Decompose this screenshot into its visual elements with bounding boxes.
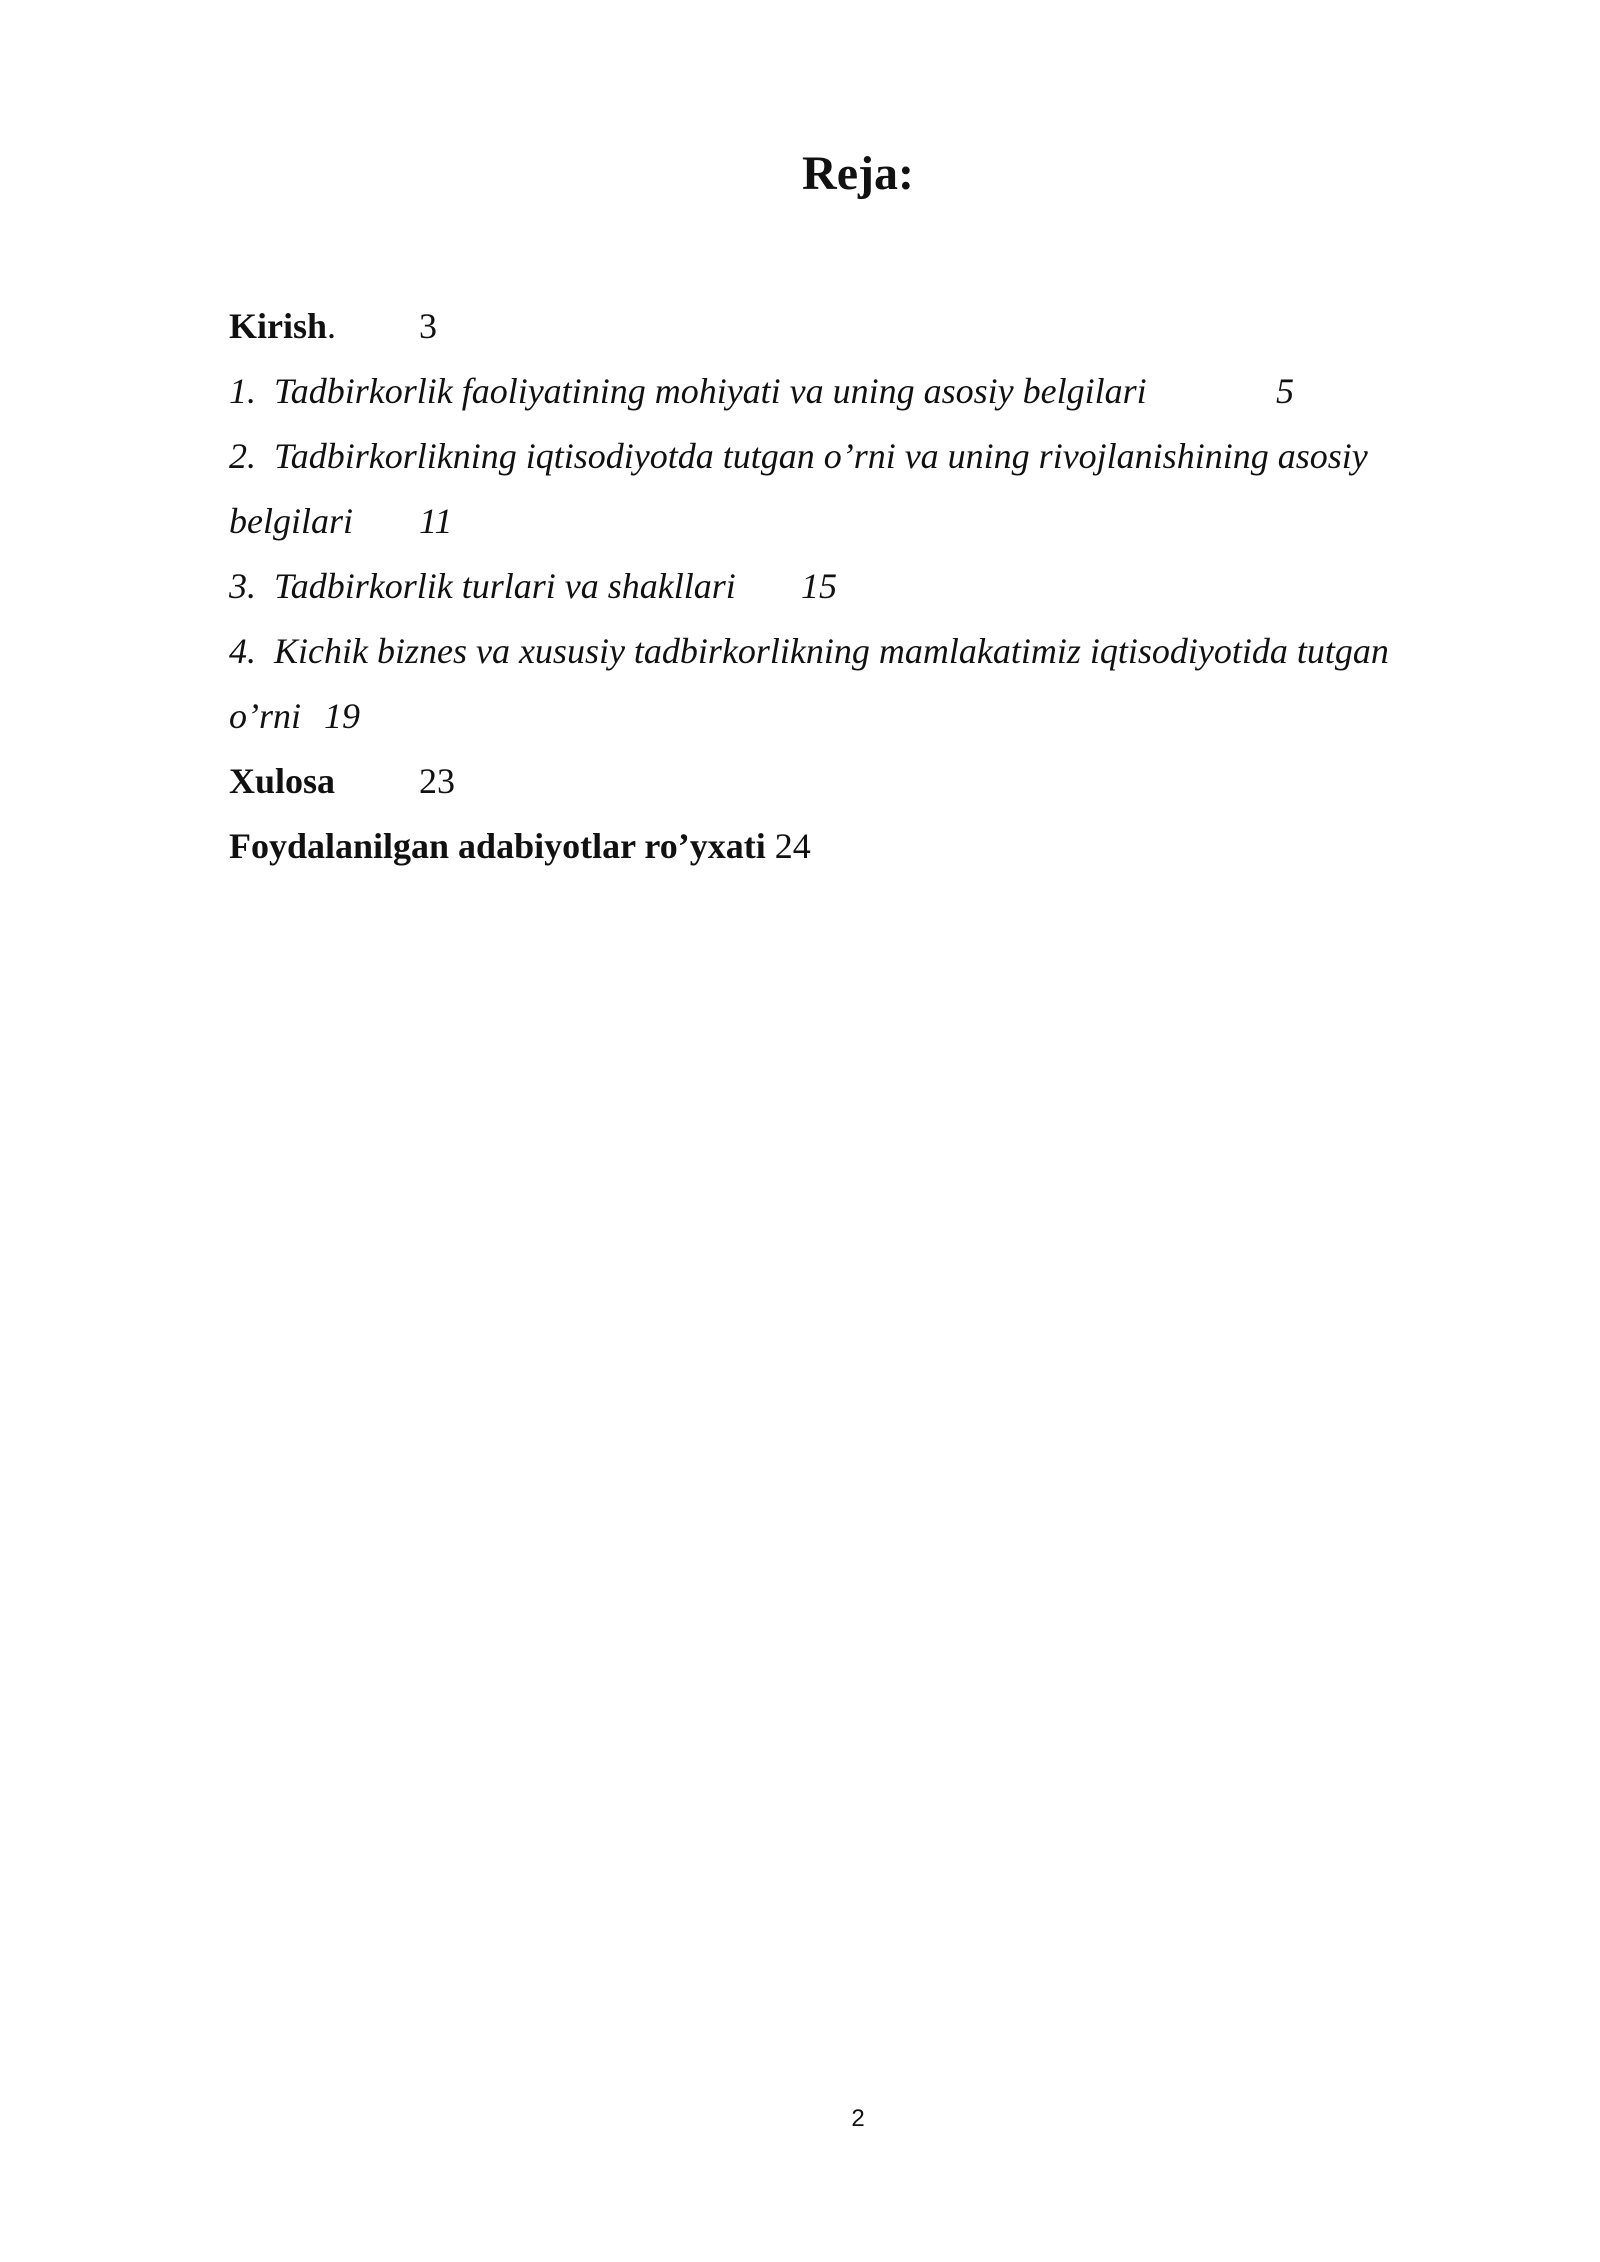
toc-entry-references: [229, 814, 1449, 879]
toc-entry-label-continued: o’rni: [229, 696, 301, 736]
toc-entry-1: [229, 359, 1449, 424]
toc-entry-page: 19: [324, 696, 360, 736]
toc-entry-number: 2.: [229, 436, 256, 476]
toc-entry-page: 15: [801, 566, 837, 606]
toc-entry-label: Kichik biznes va xususiy tadbirkorlikning mamlakatimiz iqtisodiyotida tutgan: [274, 631, 1389, 671]
toc-entry-label: Tadbirkorlikning iqtisodiyotda tutgan o’rni va uning rivojlanishining asosiy: [274, 436, 1368, 476]
toc-entry-label: Foydalanilgan adabiyotlar ro’yxati: [229, 826, 766, 866]
toc-entry-number: 3.: [229, 566, 256, 606]
page-title: Reja:: [802, 147, 914, 200]
toc-entry-label: Tadbirkorlik faoliyatining mohiyati va uning asosiy belgilari: [274, 371, 1147, 411]
toc-entry-dot: .: [327, 306, 337, 346]
toc-entry-intro: [229, 294, 1449, 359]
toc-entry-page: 3: [419, 306, 437, 346]
toc-entry-page: 23: [419, 761, 455, 801]
toc-entry-3: [229, 554, 1449, 619]
page-number: 2: [851, 2105, 865, 2132]
toc-entry-page: 11: [419, 501, 453, 541]
toc-entry-page: 24: [774, 826, 811, 866]
toc-entry-2-line2: [229, 489, 1449, 554]
toc-entry-label-continued: belgilari: [229, 501, 353, 541]
toc-entry-label: Xulosa: [229, 761, 336, 801]
table-of-contents: [229, 294, 1449, 879]
toc-entry-number: 1.: [229, 371, 256, 411]
toc-entry-4-line1: [229, 619, 1449, 684]
toc-entry-4-line2: [229, 684, 1449, 749]
toc-entry-label: Kirish: [229, 306, 328, 346]
toc-entry-conclusion: [229, 749, 1449, 814]
toc-entry-label: Tadbirkorlik turlari va shakllari: [274, 566, 736, 606]
toc-entry-page: 5: [1276, 371, 1294, 411]
toc-entry-2-line1: [229, 424, 1449, 489]
toc-entry-number: 4.: [229, 631, 256, 671]
